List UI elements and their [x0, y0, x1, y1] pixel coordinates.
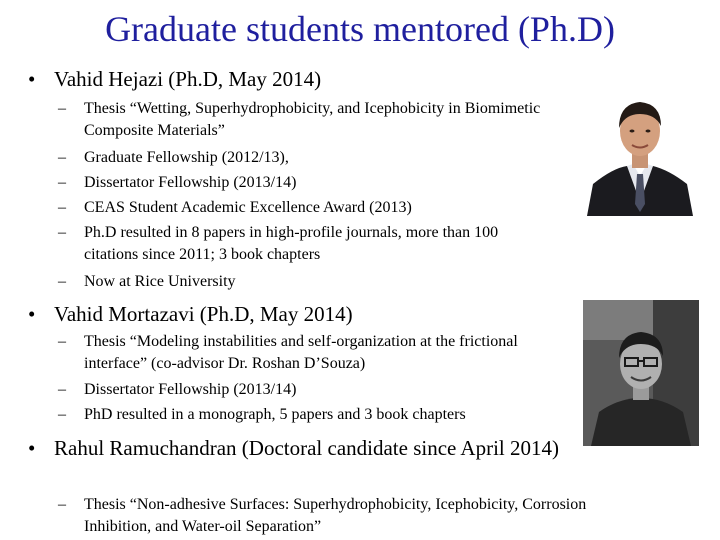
- bullet-marker: •: [28, 302, 36, 326]
- bullet-marker: •: [28, 67, 36, 91]
- detail-item: – Thesis “Wetting, Superhydrophobicity, and Icephobicity in Biomimetic Composite Materials”: [58, 100, 541, 140]
- student-photo-mortazavi: [583, 300, 699, 446]
- detail-item: – Dissertator Fellowship (2013/14): [58, 381, 297, 398]
- student-name-3: • Rahul Ramuchandran (Doctoral candidate since April 2014): [28, 436, 560, 460]
- detail-item: – CEAS Student Academic Excellence Award (2013): [58, 199, 412, 216]
- detail-item: – Ph.D resulted in 8 papers in high-profile journals, more than 100 citations since 2011; 3 book chapters: [58, 224, 499, 264]
- bullet-marker: •: [28, 436, 36, 460]
- detail-item: – Thesis “Non-adhesive Surfaces: Superhydrophobicity, Icephobicity, Corrosion Inhibition, and Water-oil Separation”: [58, 496, 587, 536]
- student-name-2: • Vahid Mortazavi (Ph.D, May 2014): [28, 302, 353, 326]
- detail-item: – Dissertator Fellowship (2013/14): [58, 174, 297, 191]
- detail-item: – PhD resulted in a monograph, 5 papers and 3 book chapters: [58, 406, 466, 423]
- detail-item: – Thesis “Modeling instabilities and self-organization at the frictional interface” (co-advisor Dr. Roshan D’Souza): [58, 333, 518, 373]
- student-photo-hejazi: [583, 84, 697, 216]
- detail-item: – Now at Rice University: [58, 273, 236, 290]
- page-title: Graduate students mentored (Ph.D): [105, 9, 615, 49]
- student-name-1: • Vahid Hejazi (Ph.D, May 2014): [28, 67, 322, 91]
- detail-item: – Graduate Fellowship (2012/13),: [58, 149, 289, 166]
